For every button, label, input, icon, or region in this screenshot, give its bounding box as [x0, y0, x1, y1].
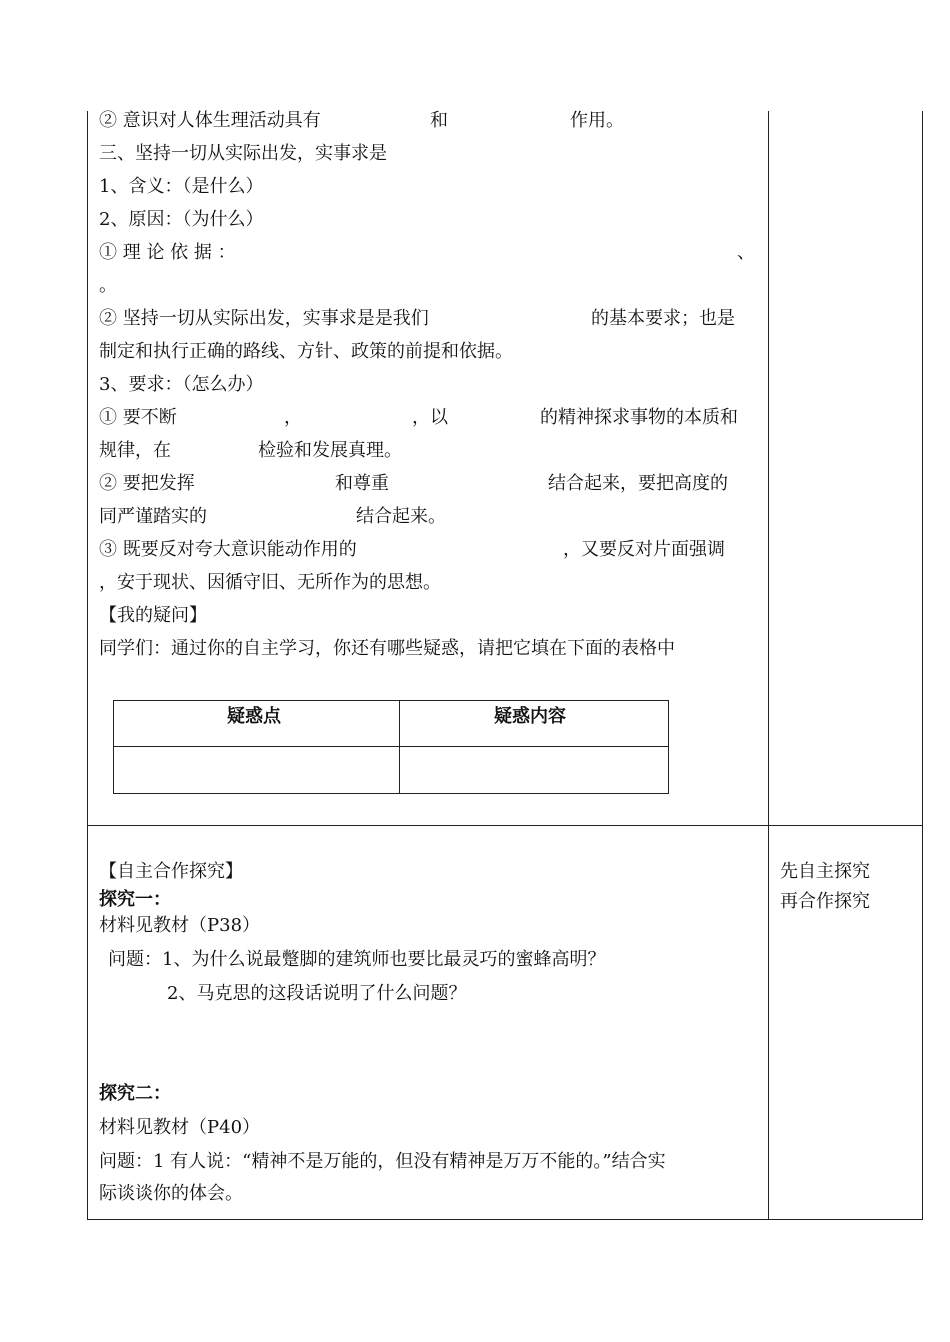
line-13-b: 结合起来。 [356, 506, 446, 527]
inquiry-two-material: 材料见教材（P40） [99, 1117, 261, 1138]
qt-header-point: 疑惑点 [227, 706, 281, 727]
qt-cell-point[interactable] [114, 747, 399, 793]
requirement-heading: 3、要求：（怎么办） [99, 374, 264, 395]
my-questions-heading: 【我的疑问】 [99, 605, 207, 626]
line-7-a: ② 坚持一切从实际出发，实事求是是我们 [99, 308, 429, 329]
table-right-border [922, 111, 923, 1220]
line-13-a: 同严谨踏实的 [99, 506, 207, 527]
line-14-a: ③ 既要反对夸大意识能动作用的 [99, 539, 357, 560]
line-11-b: 检验和发展真理。 [258, 440, 402, 461]
line-12-b: 和尊重 [335, 473, 389, 494]
line-7-b: 的基本要求；也是 [591, 308, 735, 329]
inquiry-one-heading: 探究一： [99, 889, 171, 910]
line-10-d: 的精神探求事物的本质和 [540, 407, 738, 428]
line-15: ，安于现状、因循守旧、无所作为的思想。 [99, 572, 441, 593]
section-heading-3: 三、坚持一切从实际出发，实事求是 [99, 143, 387, 164]
line-5-b: 、 [737, 242, 755, 263]
meaning-heading: 1、含义：（是什么） [99, 176, 264, 197]
qt-right [668, 700, 669, 794]
qt-top [113, 700, 669, 701]
table-mid-border [768, 111, 769, 1220]
line-10-a: ① 要不断 [99, 407, 177, 428]
questions-instruction: 同学们：通过你的自主学习，你还有哪些疑惑，请把它填在下面的表格中 [99, 638, 675, 659]
line-1-c: 作用。 [570, 110, 624, 131]
line-10-b: ， [284, 407, 302, 428]
inquiry-two-question-line-2: 际谈谈你的体会。 [99, 1183, 243, 1204]
inquiry-one-material: 材料见教材（P38） [99, 915, 261, 936]
line-11-a: 规律，在 [99, 440, 171, 461]
line-12-a: ② 要把发挥 [99, 473, 195, 494]
side-note-2: 再合作探究 [780, 891, 870, 912]
line-6: 。 [99, 275, 117, 296]
cooperative-inquiry-heading: 【自主合作探究】 [99, 861, 243, 882]
qt-header-content: 疑惑内容 [494, 706, 566, 727]
reason-heading: 2、原因：（为什么） [99, 209, 264, 230]
inquiry-one-question-2: 2、马克思的这段话说明了什么问题？ [167, 983, 467, 1004]
line-1-b: 和 [430, 110, 448, 131]
inquiry-one-question-1: 问题：1、为什么说最蹩脚的建筑师也要比最灵巧的蜜蜂高明？ [108, 949, 606, 970]
side-note-1: 先自主探究 [780, 861, 870, 882]
line-10-c: ，以 [412, 407, 448, 428]
inquiry-two-heading: 探究二： [99, 1083, 171, 1104]
line-1-a: ② 意识对人体生理活动具有 [99, 110, 321, 131]
qt-cell-content[interactable] [400, 747, 668, 793]
line-14-b: ，又要反对片面强调 [563, 539, 725, 560]
line-5-a: ① 理 论 依 据 ： [99, 242, 236, 263]
line-8: 制定和执行正确的路线、方针、政策的前提和依据。 [99, 341, 513, 362]
row-divider [87, 825, 923, 826]
table-left-border [87, 111, 88, 1220]
line-12-c: 结合起来，要把高度的 [548, 473, 728, 494]
qt-bottom [113, 793, 669, 794]
table-bottom-border [87, 1219, 923, 1220]
inquiry-two-question-line-1: 问题：1 有人说：“精神不是万能的，但没有精神是万万不能的。”结合实 [99, 1151, 666, 1172]
